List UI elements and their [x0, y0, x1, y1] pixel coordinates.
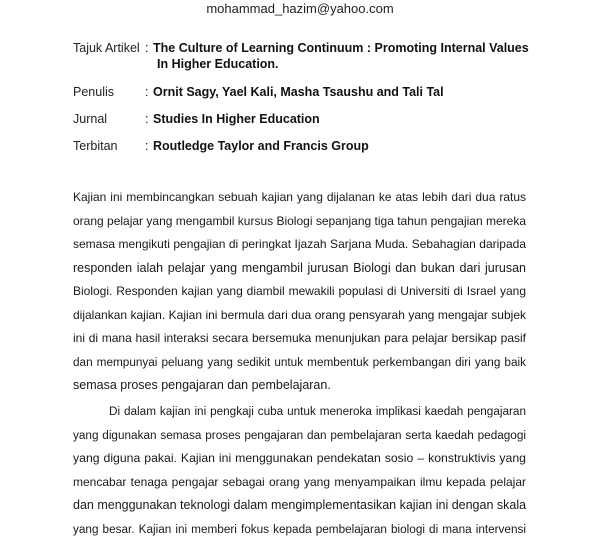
paragraph-line: yang digunakan semasa proses pengajaran dan pembelajaran serta kaedah pedagogi — [73, 424, 526, 448]
meta-title-value-line1: The Culture of Learning Continuum : Promoting Internal Values — [153, 41, 529, 56]
meta-colon: : — [145, 139, 148, 154]
paragraph-line: responden ialah pelajar yang mengambil jurusan Biologi dan bukan dari jurusan — [73, 257, 526, 281]
paragraph-line: Biologi. Responden kajian yang diambil mewakili populasi di Universiti di Israel yang — [73, 280, 526, 304]
paragraph-line: semasa mengikuti pengajian di peringkat Ijazah Sarjana Muda. Sebahagian daripada — [73, 233, 526, 257]
paragraph-line: Kajian ini membincangkan sebuah kajian yang dijalanan ke atas lebih dari dua ratus — [73, 186, 526, 210]
meta-colon: : — [145, 112, 148, 127]
body-paragraph-2 — [73, 400, 526, 541]
meta-author-value: Ornit Sagy, Yael Kali, Masha Tsaushu and Tali Tal — [153, 85, 444, 100]
paragraph-line: ini di mana hasil interaksi secara bersemuka menunjukan para pelajar bersikap pasif — [73, 327, 526, 351]
meta-title-value-line2: In Higher Education. — [157, 57, 279, 72]
meta-journal-value: Studies In Higher Education — [153, 112, 320, 127]
paragraph-line: yang besar. Kajian ini memberi fokus kepada pembelajaran biologi di mana intervensi — [73, 518, 526, 541]
paragraph-line: yang diguna pakai. Kajian ini menggunakan pendekatan sosio – konstruktivis yang — [73, 447, 526, 471]
meta-journal-label: Jurnal — [73, 112, 145, 127]
meta-colon: : — [145, 41, 148, 56]
body-paragraph-1 — [73, 186, 526, 398]
meta-publisher-label: Terbitan — [73, 139, 145, 154]
meta-publisher-value: Routledge Taylor and Francis Group — [153, 139, 369, 154]
paragraph-line: orang pelajar yang mengambil kursus Biologi sepanjang tiga tahun pengajian mereka — [73, 210, 526, 234]
paragraph-line: mencabar tenaga pengajar sebagai orang yang menyampaikan ilmu kepada pelajar — [73, 471, 526, 495]
meta-colon: : — [145, 85, 148, 100]
paragraph-line: dan menggunakan teknologi dalam mengimplementasikan kajian ini dengan skala — [73, 494, 526, 518]
author-email: mohammad_hazim@yahoo.com — [0, 1, 600, 16]
paragraph-line: Di dalam kajian ini pengkaji cuba untuk meneroka implikasi kaedah pengajaran — [73, 400, 526, 424]
paragraph-line: dijalankan kajian. Kajian ini bermula dari dua orang pensyarah yang mengajar subjek — [73, 304, 526, 328]
meta-author-label: Penulis — [73, 85, 145, 100]
paragraph-line: dan mempunyai peluang yang sedikit untuk membentuk perkembangan diri yang baik — [73, 351, 526, 375]
meta-title-label: Tajuk Artikel — [73, 41, 145, 56]
paragraph-line: semasa proses pengajaran dan pembelajaran. — [73, 374, 526, 398]
